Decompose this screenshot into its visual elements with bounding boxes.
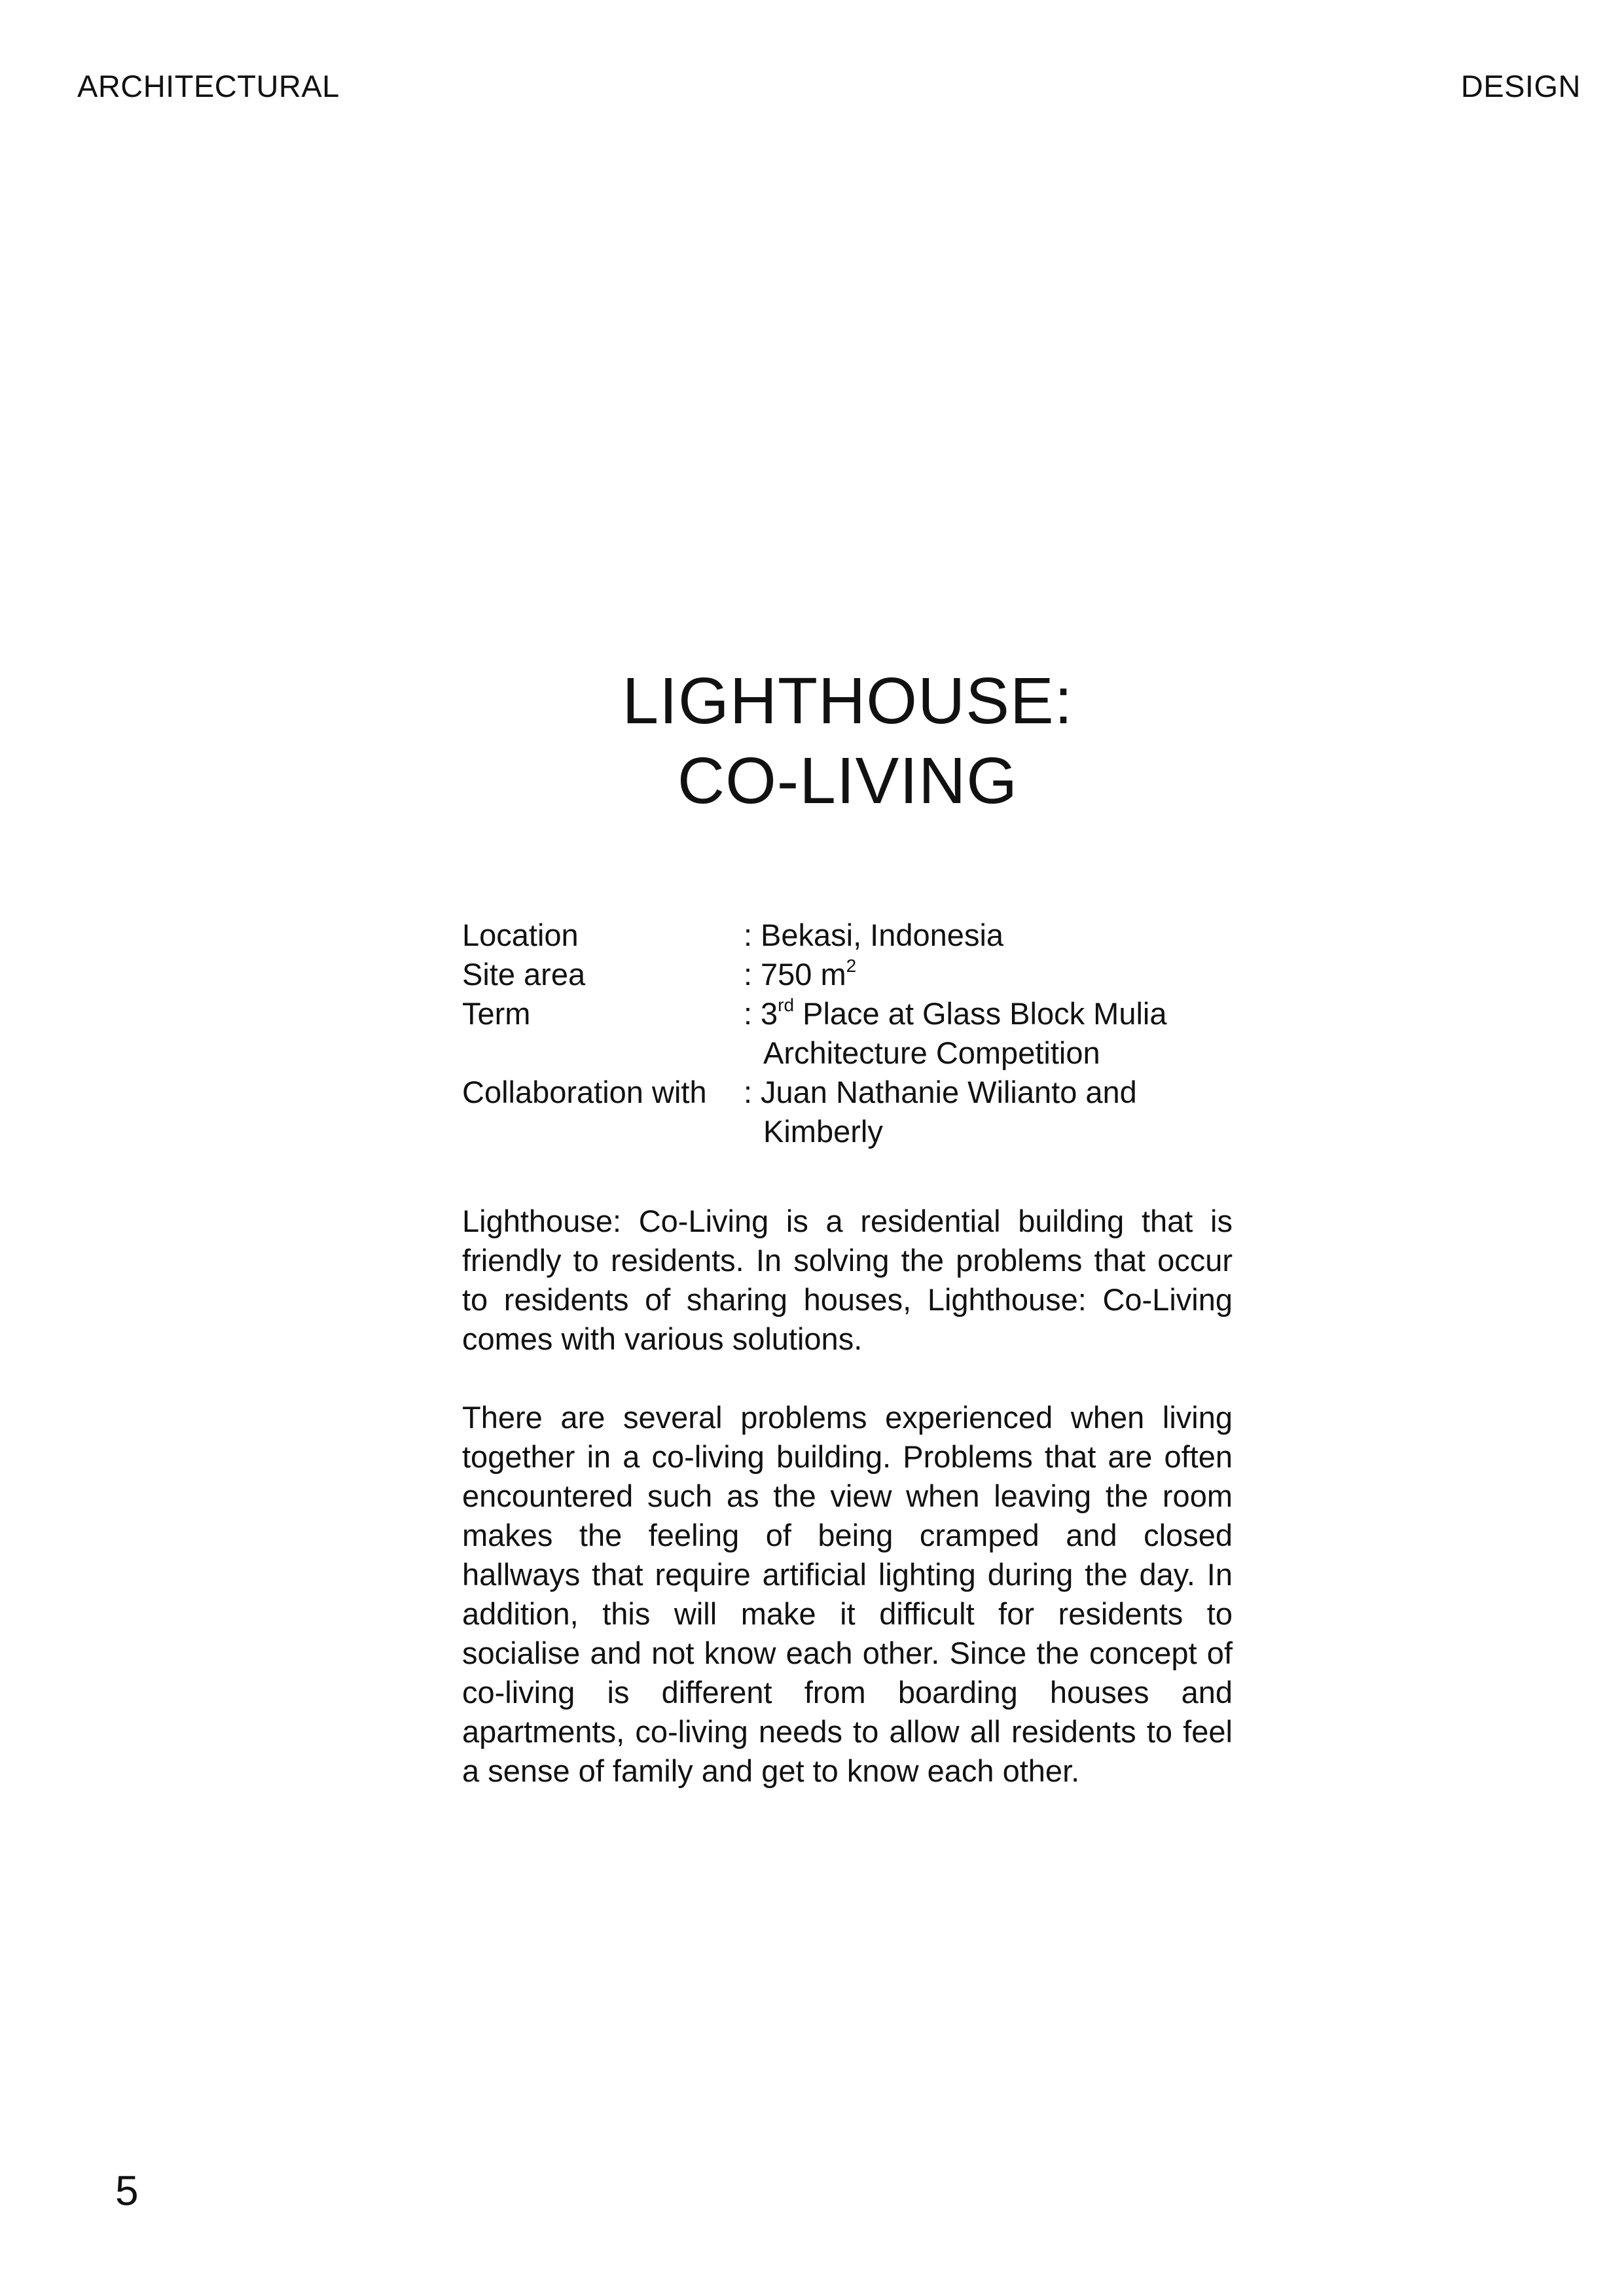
- section-header-left: ARCHITECTURAL: [77, 69, 340, 103]
- info-value-location: [761, 916, 1248, 955]
- project-title-line-2: CO-LIVING: [677, 744, 1019, 817]
- term-value-line-1: [761, 994, 1248, 1033]
- info-label-term: Term: [462, 996, 531, 1031]
- project-info-table: [462, 916, 1248, 1151]
- info-value-site-area: [761, 955, 1248, 994]
- info-value-term: [761, 994, 1248, 1073]
- info-value-collaboration: [761, 1073, 1248, 1151]
- info-separator: :: [744, 1075, 753, 1109]
- term-value-prefix: 3: [761, 996, 778, 1031]
- project-description: [462, 1202, 1233, 1830]
- info-row-site-area: [462, 955, 1248, 994]
- info-label-collaboration: Collaboration with: [462, 1075, 707, 1109]
- info-row-term: [462, 994, 1248, 1073]
- collab-value-line-2: Kimberly: [763, 1114, 883, 1149]
- info-separator: :: [744, 957, 753, 992]
- collab-value-line-1: Juan Nathanie Wilianto and: [761, 1075, 1137, 1109]
- info-label-location: Location: [462, 918, 579, 952]
- description-paragraph-2: There are several problems experienced when living together in a co-living building. Problems that are often encountered such as the view when leaving the room makes the feeling of being cramped and closed hallways that require artificial lighting during the day. In addition, this will make it difficult for residents to socialise and not know each other. Since the concept of co-living is different from boarding houses and apartments, co-living needs to allow all residents to feel a sense of family and get to know each other.: [462, 1400, 1233, 1788]
- term-value-rest: Place at Glass Block Mulia: [794, 996, 1167, 1031]
- page-number: 5: [115, 2167, 139, 2214]
- info-label-site-area: Site area: [462, 957, 586, 992]
- section-header-right: DESIGN: [1460, 69, 1581, 103]
- site-area-value-line: [761, 955, 1248, 994]
- site-area-superscript: 2: [846, 956, 857, 976]
- project-title-line-1: LIGHTHOUSE:: [622, 664, 1074, 738]
- info-row-location: [462, 916, 1248, 955]
- description-paragraph-1: Lighthouse: Co-Living is a residential building that is friendly to residents. In solving the problems that occur to residents of sharing houses, Lighthouse: Co-Living comes with various solutions.: [462, 1204, 1233, 1356]
- info-row-collaboration: [462, 1073, 1248, 1151]
- info-separator: :: [744, 918, 753, 952]
- project-title: [0, 661, 1624, 821]
- site-area-value: 750 m: [761, 957, 846, 992]
- term-value-superscript: rd: [778, 995, 795, 1015]
- term-value-line-2: Architecture Competition: [763, 1035, 1100, 1070]
- info-separator: :: [744, 996, 753, 1031]
- location-value: Bekasi, Indonesia: [761, 918, 1004, 952]
